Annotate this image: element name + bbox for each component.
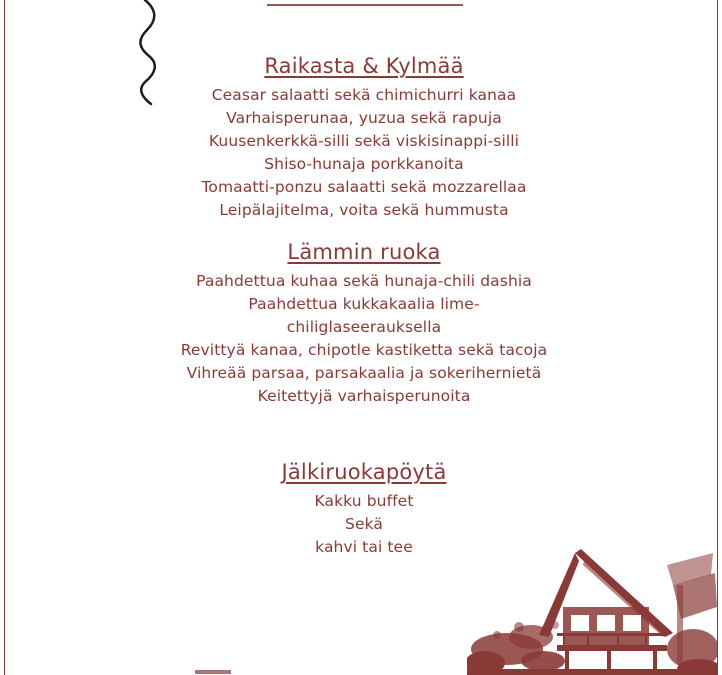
menu-section-warm <box>5 238 718 408</box>
menu-item: Kakku buffet <box>314 492 414 510</box>
menu-item: Shiso-hunaja porkkanoita <box>264 155 464 173</box>
cabin-illustration <box>467 545 718 675</box>
menu-item: Leipälajitelma, voita sekä hummusta <box>219 201 509 219</box>
top-heading-fragment <box>267 0 463 6</box>
menu-item: Paahdettua kuhaa sekä hunaja-chili dashia <box>196 272 532 290</box>
menu-item: Paahdettua kukkakaalia lime- <box>248 295 480 313</box>
section-title-warm: Lämmin ruoka <box>287 240 441 264</box>
menu-content <box>5 52 718 559</box>
bottom-fragment <box>195 668 235 675</box>
menu-item: Revittyä kanaa, chipotle kastiketta sekä tacoja <box>180 341 548 359</box>
menu-item: Kuusenkerkkä-silli sekä viskisinappi-silli <box>208 132 520 150</box>
menu-item: Keitettyjä varhaisperunoita <box>257 387 471 405</box>
menu-item: Sekä <box>345 515 383 533</box>
menu-item: Varhaisperunaa, yuzua sekä rapuja <box>226 109 502 127</box>
menu-section-cold <box>5 52 718 222</box>
menu-item: Tomaatti-ponzu salaatti sekä mozzarellaa <box>201 178 527 196</box>
menu-item: kahvi tai tee <box>315 538 413 556</box>
menu-item: Ceasar salaatti sekä chimichurri kanaa <box>211 86 517 104</box>
menu-section-dessert <box>5 458 718 559</box>
menu-item: chiliglaseerauksella <box>286 318 442 336</box>
section-title-dessert: Jälkiruokapöytä <box>281 460 447 484</box>
section-title-cold: Raikasta & Kylmää <box>264 54 464 78</box>
menu-page <box>4 0 718 675</box>
menu-item: Vihreää parsaa, parsakaalia ja sokerihernietä <box>186 364 542 382</box>
